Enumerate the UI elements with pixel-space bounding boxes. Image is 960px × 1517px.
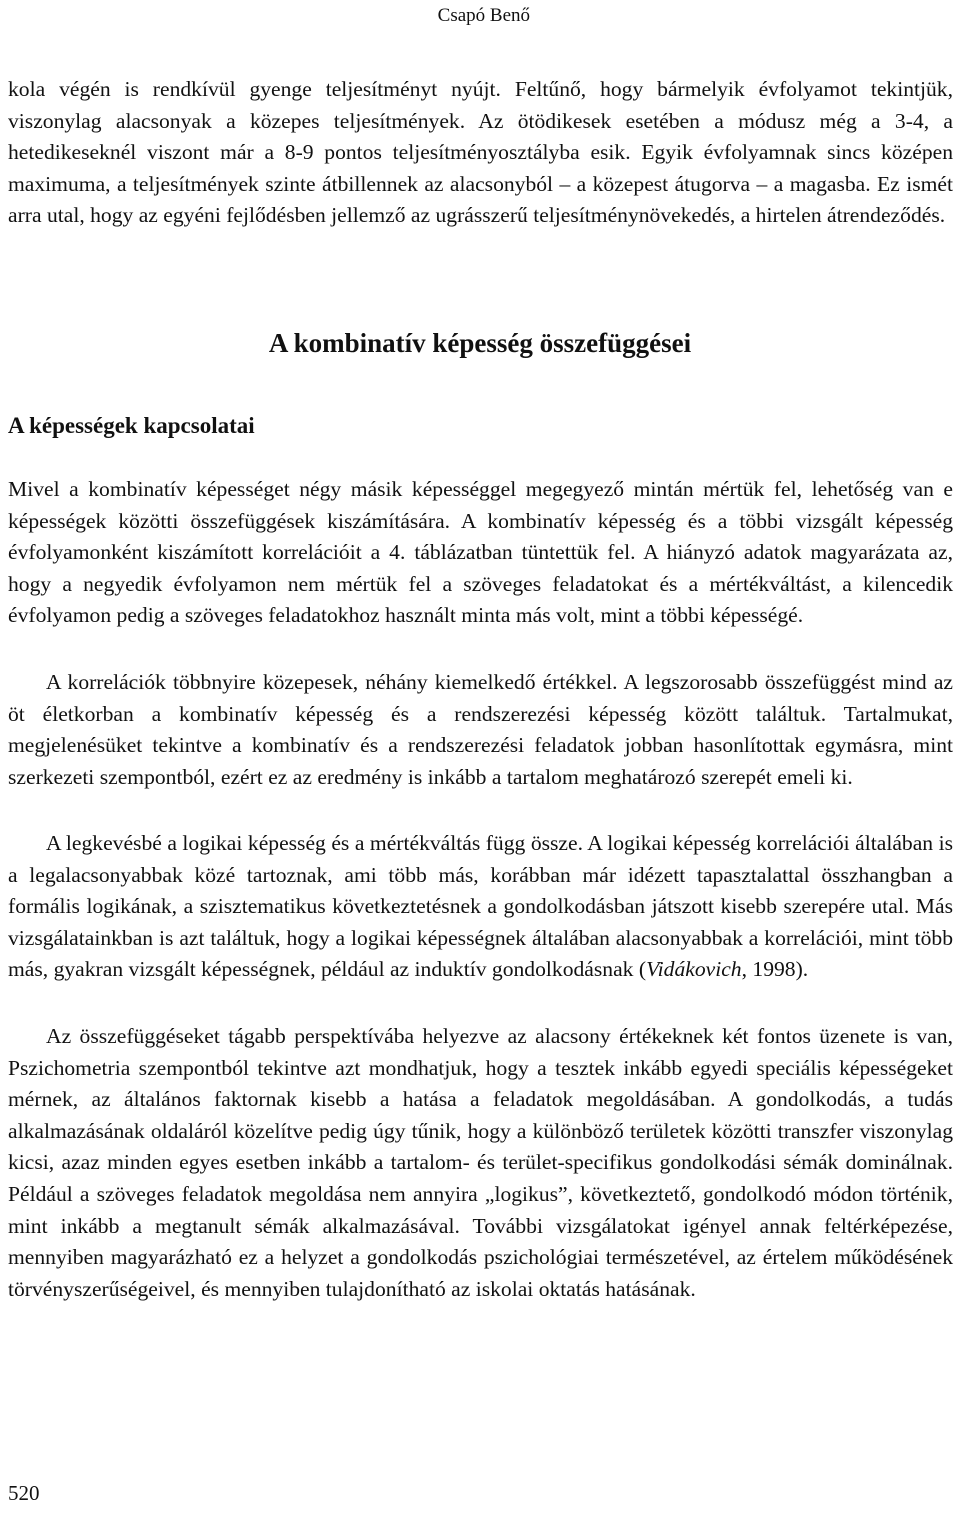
paragraph-logical-text: A legkevésbé a logikai képesség és a mértékváltás függ össze. A logikai képesség korrelációi általában is a legalacsonyabbak közé tartoznak, ami több más, korábban már idézett tapasztalattal összhangban a formális logikának, a szisztematikus következtetésnek a gondolkodásban játszott kisebb szerepére utal. Más vizsgálatainkban is azt találtuk, hogy a logikai képességnek általában alacsonyabbak a korrelációi, mint több más, gyakran vizsgált képességnek, például az induktív gondolkodásnak (: [8, 831, 953, 982]
page-number: 520: [8, 1481, 40, 1505]
paragraph-correlations: A korrelációk többnyire közepesek, néhány kiemelkedő értékkel. A legszorosabb összefüggést mind az öt életkorban a kombinatív képesség és a rendszerezési képesség között találtuk. Tartalmukat, megjelenésüket tekintve a kombinatív és a rendszerezési feladatok jobban hasonlítottak egymásra, mint szerkezeti szempontból, ezért ez az eredmény is inkább a tartalom meghatározó szerepét emeli ki.: [8, 670, 953, 789]
subsection-title: A képességek kapcsolatai: [8, 413, 255, 438]
paragraph-relations: Mivel a kombinatív képességet négy másik képességgel megegyező mintán mértük fel, lehetőség van e képességek közötti összefüggések kiszámítására. A kombinatív képesség és a többi vizsgált képesség évfolyamonként kiszámított korrelációit a 4. táblázatban tüntettük fel. A hiányzó adatok magyarázata az, hogy a negyedik évfolyamon nem mértük fel a szöveges feladatokat és a mértékváltást, a kilencedik évfolyamon pedig a szöveges feladatokhoz használt minta más volt, mint a többi képességé.: [8, 477, 953, 628]
paragraph-logical: [8, 828, 953, 986]
section-title: A kombinatív képesség összefüggései: [268, 328, 692, 358]
citation-author: Vidákovich: [646, 957, 742, 982]
paragraph-logical-end: , 1998).: [741, 957, 809, 982]
running-header-author: Csapó Benő: [437, 5, 530, 26]
paragraph-perspective: Az összefüggéseket tágabb perspektívába helyezve az alacsony értékeknek két fontos üzenete is van, Pszichometria szempontból tekintve azt mondhatjuk, hogy a tesztek inkább egyedi speciális képességeket mérnek, az általános faktornak kisebb a hatása a feladatok megoldásában. A gondolkodás, a tudás alkalmazásának oldaláról közelítve pedig úgy tűnik, hogy a különböző területek közötti transzfer viszonylag kicsi, azaz minden egyes esetben inkább a tartalom- és terület-specifikus gondolkodási sémák dominálnak. Például a szöveges feladatok megoldása nem annyira „logikus”, következtető, gondolkodó módon történik, mint inkább a megtanult sémák alkalmazásával. További vizsgálatokat igényel annak feltérképezése, mennyiben magyarázható ez a helyzet a gondolkodás pszichológiai természetével, az értelem működésének törvényszerűségeivel, és mennyiben tulajdonítható az iskolai oktatás hatásának.: [8, 1024, 953, 1301]
paragraph-intro: kola végén is rendkívül gyenge teljesítményt nyújt. Feltűnő, hogy bármelyik évfolyamot tekintjük, viszonylag alacsonyak a közepes teljesítmények. Az ötödikesek esetében a módusz még a 3-4, a hetedikeseknél viszont már a 8-9 pontos teljesítményosztályba esik. Egyik évfolyamnak sincs középen maximuma, a teljesítmények szinte átbillennek az alacsonyból – a közepest átugorva – a magasba. Ez ismét arra utal, hogy az egyéni fejlődésben jellemző az ugrásszerű teljesítménynövekedés, a hirtelen átrendeződés.: [8, 77, 953, 228]
